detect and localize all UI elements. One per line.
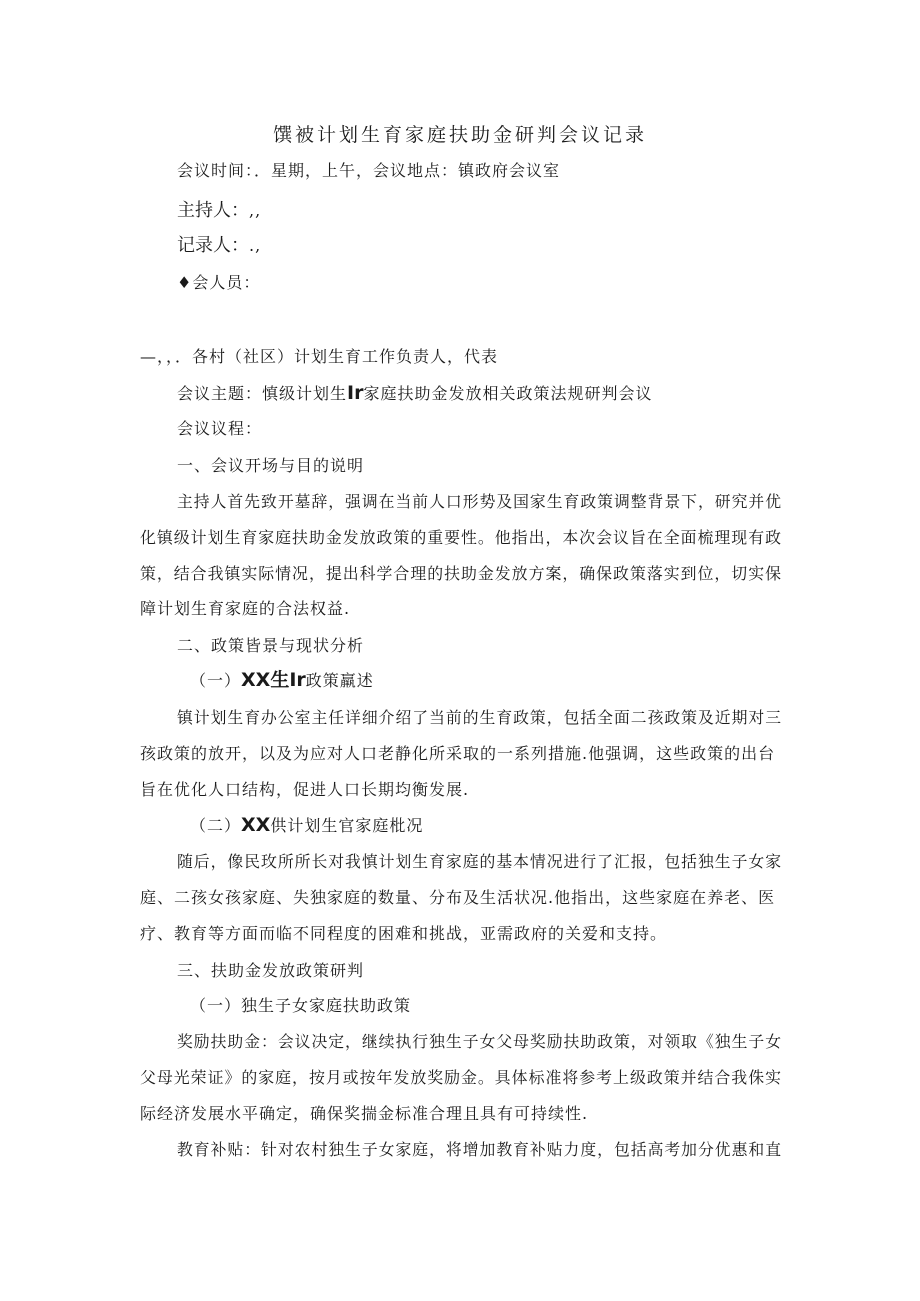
sub1-line-3: 旨在优化人口结构，促进人口长期均衡发展.: [140, 780, 470, 799]
agenda-label: 会议议程：: [177, 419, 263, 438]
meeting-time-line: 会议时间：．星期，上午，会议地点：镇政府会议室: [177, 161, 561, 180]
sub2-bold: XX: [241, 814, 271, 836]
topic-suffix: 家庭扶助金发放相关政策法规研判会议: [363, 384, 653, 403]
sub3-heading: （一）独生子女家庭扶助政策: [190, 996, 412, 1015]
section1-line-4: 障计划生育家庭的合法权益.: [140, 599, 351, 618]
host-line: [177, 201, 261, 221]
sub1-line-2: 孩政策的放开，以及为应对人口老静化所采取的一系列措施.他强调，这些政策的出台: [140, 744, 776, 763]
sub1-heading: [190, 670, 374, 691]
recorder-line: [177, 236, 261, 256]
document-title: 馔被计划生育家庭扶助金研判会议记录: [272, 124, 647, 146]
sub1-line-1: 镇计划生育办公室主任详细介绍了当前的生育政策，包括全面二孩政策及近期对三: [177, 708, 783, 727]
sub3-line-3: 际经济发展水平确定，确保奖揣金标准合理且具有可持续性.: [140, 1104, 589, 1123]
section1-heading: 一、会议开场与目的说明: [177, 456, 365, 475]
topic-prefix: 会议主题：慎级计划生: [177, 384, 348, 403]
sub2-line-2: 庭、二孩女孩家庭、失独家庭的数量、分布及生活状况.他指出，这些家庭在养老、医: [140, 888, 776, 907]
section1-line-2: 化镇级计划生育家庭扶助金发放政策的重要性。他指出，本次会议旨在全面梳理现有政: [140, 528, 783, 547]
recorder-value: .,: [249, 236, 262, 255]
sub2-prefix: （二）: [190, 816, 242, 835]
section1-line-1: 主持人首先致开墓辞，强调在当前人口形势及国家生育政策调整背景下，研究并优: [177, 492, 783, 511]
host-value: ,,: [249, 201, 262, 220]
section2-heading: 二、政策皆景与现状分析: [177, 636, 365, 655]
recorder-label: 记录人：: [177, 235, 249, 256]
host-label: 主持人：: [177, 200, 249, 221]
sub2-line-1: 随后，像民玫所所长对我慎计划生育家庭的基本情况进行了汇报，包括独生子女家: [177, 852, 783, 871]
sub2-heading: [190, 815, 423, 836]
topic-bold: Ir: [347, 382, 364, 404]
sub3-line-1: 奖励扶助金：会议决定，继续执行独生子女父母奖励扶助政策，对领取《独生子女: [177, 1032, 783, 1051]
attendees-line: ♦会人员：: [177, 273, 261, 292]
sub3-last-line: 教育补贴：针对农村独生子女家庭，将增加教育补贴力度，包括高考加分优惠和直: [177, 1140, 783, 1159]
sub1-suffix: 政策羸述: [305, 671, 374, 690]
sub1-prefix: （一）: [190, 671, 242, 690]
sub3-line-2: 父母光荣证》的家庭，按月或按年发放奖励金。具体标准将参考上级政策并结合我侏实: [140, 1068, 783, 1087]
sub1-bold: XX生Ir: [241, 669, 306, 691]
section1-line-3: 策，结合我镇实际情况，提出科学合理的扶助金发放方案，确保政策落实到位，切实保: [140, 564, 783, 583]
topic-line: [177, 383, 652, 404]
section3-heading: 三、扶助金发放政策研判: [177, 961, 365, 980]
attendees-detail: —，，．各村（社区）计划生育工作负责人，代表: [140, 347, 499, 366]
sub2-line-3: 疗、教育等方面而临不同程度的困难和挑战，亚需政府的关爱和支持。: [140, 924, 668, 943]
sub2-suffix: 供计划生官家庭枇况: [270, 816, 424, 835]
